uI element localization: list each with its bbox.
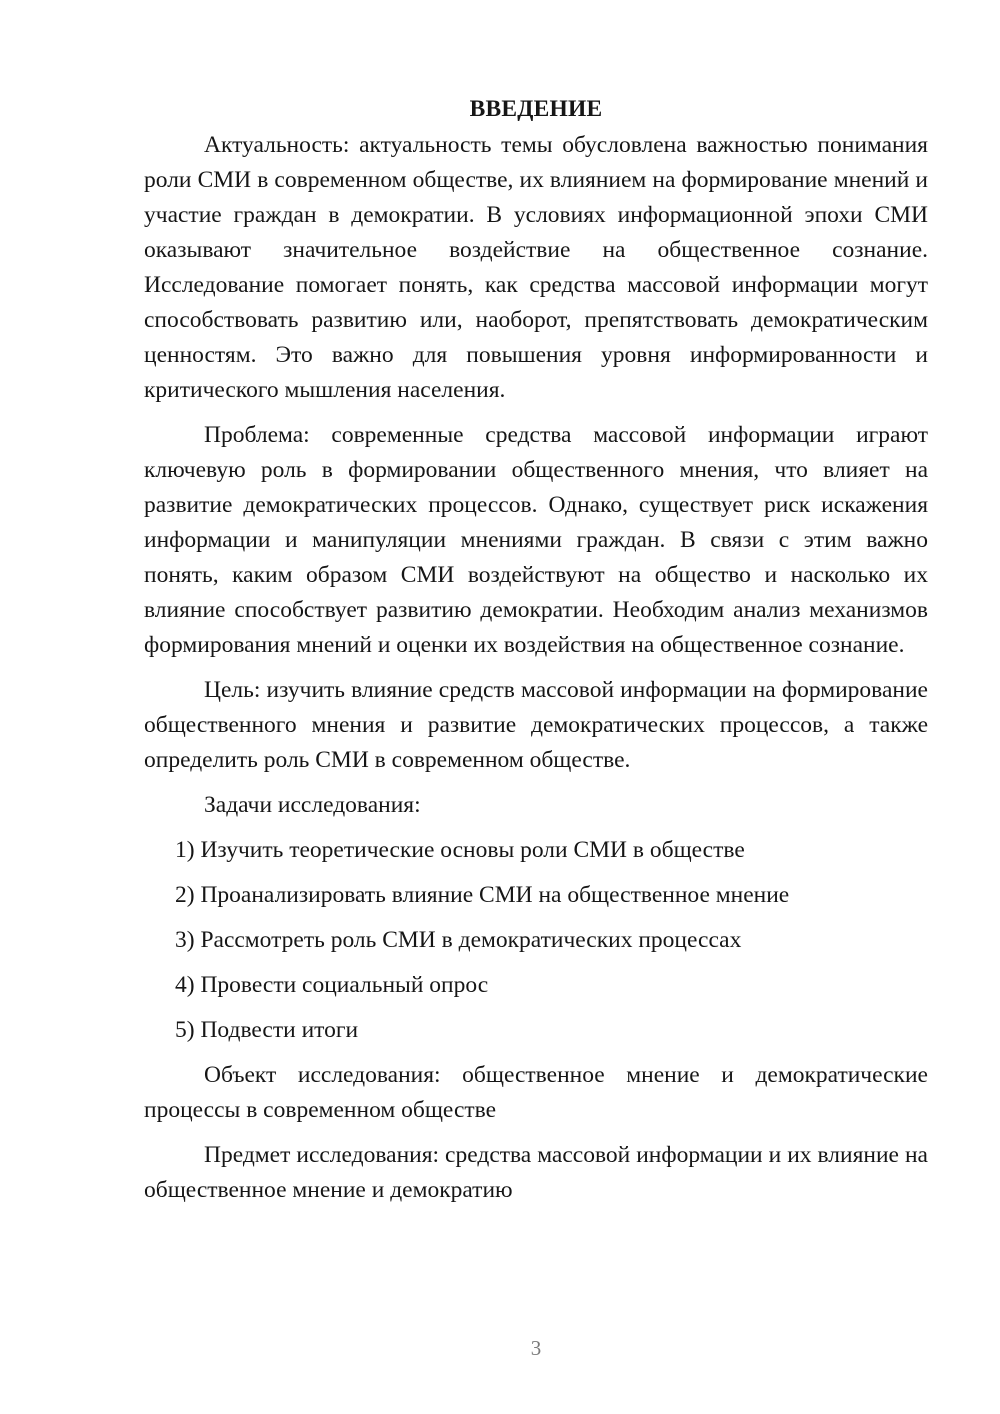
object-paragraph: Объект исследования: общественное мнение и демократические процессы в современном обществе [144,1062,928,1123]
page-content [144,92,928,1218]
subject-paragraph: Предмет исследования: средства массовой информации и их влияние на общественное мнение и демократию [144,1142,928,1203]
task-item: 4) Провести социальный опрос [175,972,489,998]
problem-paragraph: Проблема: современные средства массовой информации играют ключевую роль в формировании общественного мнения, что влияет на развитие демократических процессов. Однако, существует риск искажения информации и манипуляции мнениями граждан. В связи с этим важно понять, каким образом СМИ воздействуют на общество и насколько их влияние способствует развитию демократии. Необходим анализ механизмов формирования мнений и оценки их воздействия на общественное сознание. [144,422,928,658]
tasks-heading: Задачи исследования: [204,792,421,818]
tasks-list [144,833,928,1048]
task-item: 2) Проанализировать влияние СМИ на общественное мнение [175,882,790,908]
task-item: 5) Подвести итоги [175,1017,359,1043]
relevance-paragraph: Актуальность: актуальность темы обусловлена важностью понимания роли СМИ в современном обществе, их влиянием на формирование мнений и участие граждан в демократии. В условиях информационной эпохи СМИ оказывают значительное воздействие на общественное сознание. Исследование помогает понять, как средства массовой информации могут способствовать развитию или, наоборот, препятствовать демократическим ценностям. Это важно для повышения уровня информированности и критического мышления населения. [144,132,928,403]
task-item: 3) Рассмотреть роль СМИ в демократических процессах [175,927,742,953]
task-item: 1) Изучить теоретические основы роли СМИ в обществе [175,837,745,863]
goal-paragraph: Цель: изучить влияние средств массовой информации на формирование общественного мнения и развитие демократических процессов, а также определить роль СМИ в современном обществе. [144,677,928,773]
page-number: 3 [530,1336,542,1360]
section-heading: ВВЕДЕНИЕ [469,96,603,122]
